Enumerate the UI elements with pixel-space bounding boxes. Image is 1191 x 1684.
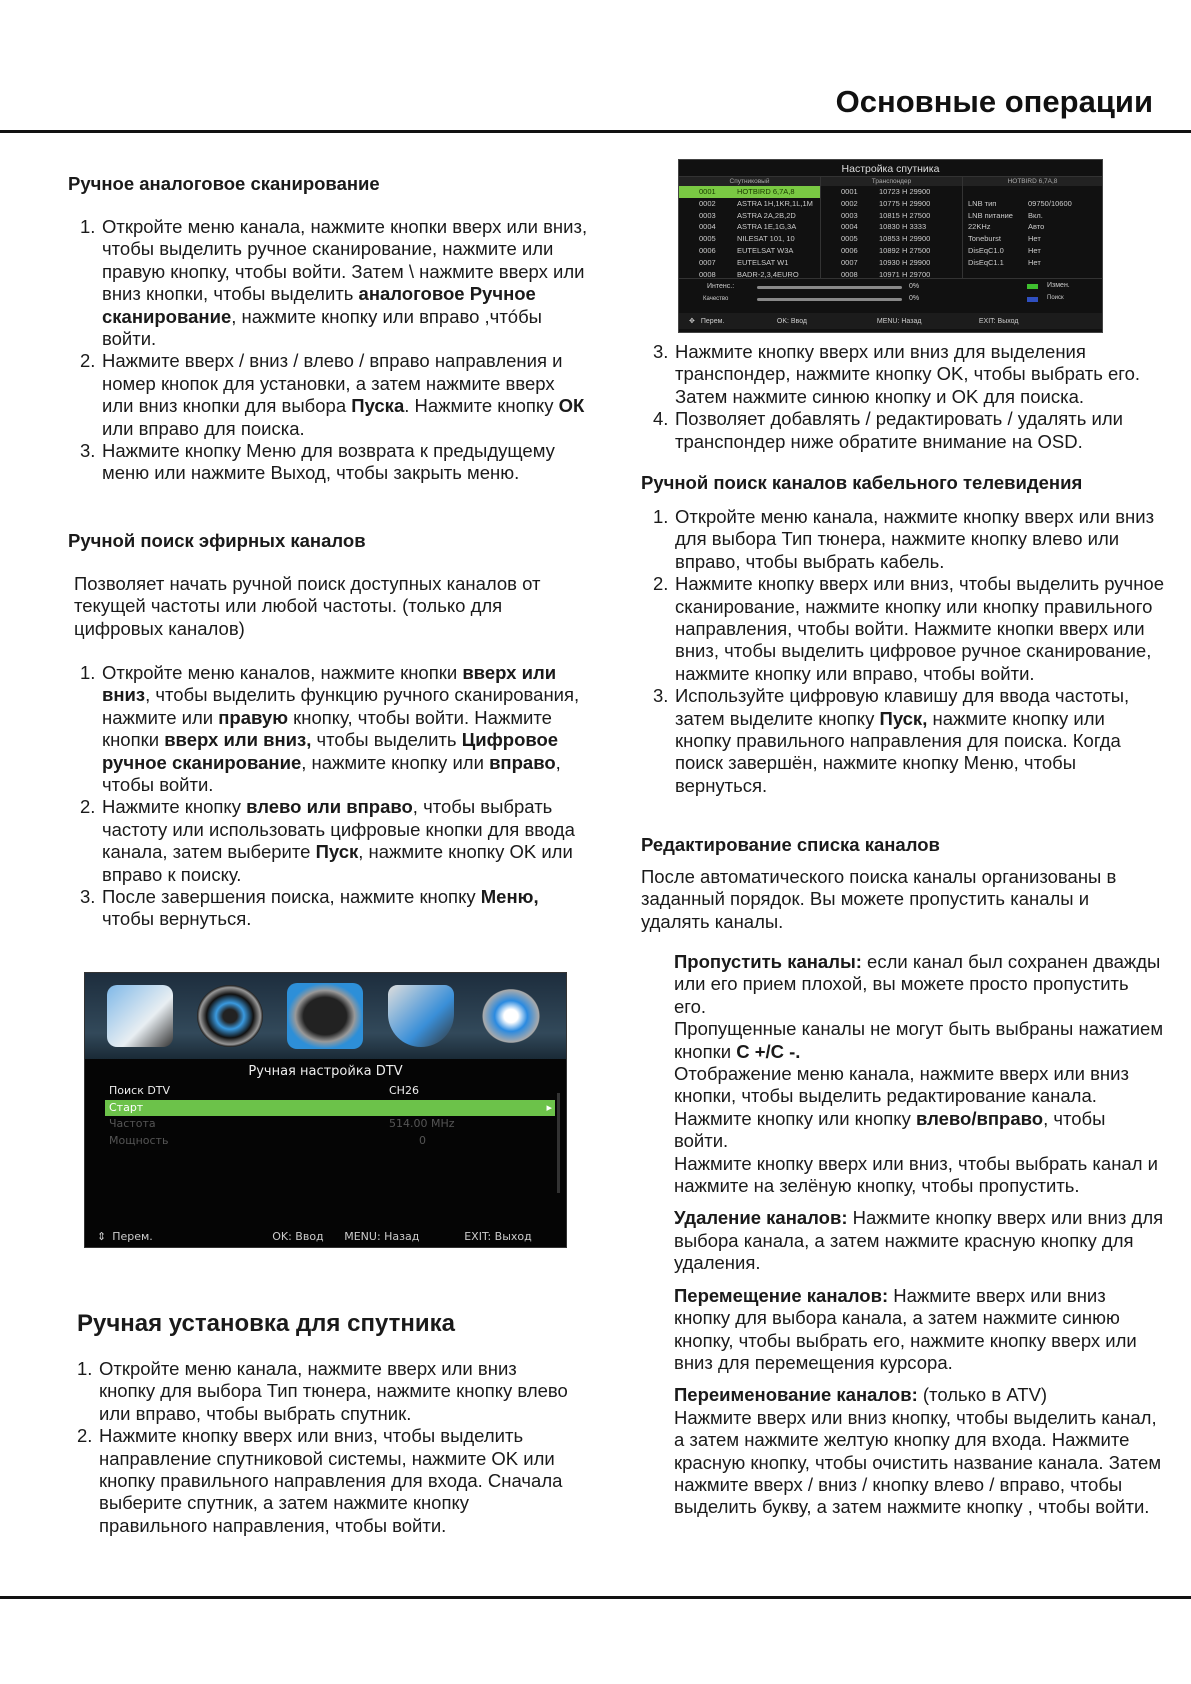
- list-number: 4.: [653, 408, 669, 430]
- row-value: CH26: [389, 1084, 419, 1097]
- bottom-divider: [0, 1596, 1191, 1599]
- bold-text: аналоговое Ручное сканирование: [102, 283, 536, 327]
- hint-move: Перем.: [112, 1229, 153, 1243]
- list-number: 1.: [653, 506, 669, 527]
- cell: HOTBIRD 6,7A,8: [737, 187, 795, 196]
- text: Нажмите кнопку вверх или вниз для выбора канала, а затем нажмите красную кнопку для удаления.: [674, 1207, 1164, 1274]
- bold-text: влево/вправо: [916, 1107, 1044, 1129]
- section-heading-analog-scan: Ручное аналоговое сканирование: [68, 173, 380, 194]
- bold-text: ОК: [558, 395, 585, 417]
- cell: 0007: [841, 257, 858, 267]
- text: . Нажмите кнопку: [404, 395, 559, 417]
- row-value: 0: [419, 1133, 426, 1147]
- list-number: 3.: [80, 440, 96, 462]
- text: Нажмите кнопку вверх или вниз, чтобы выбрать канал и нажмите на зелёную кнопку, чтобы пропустить.: [674, 1152, 1158, 1197]
- list-number: 2.: [80, 350, 96, 372]
- cell: ASTRA 1E,1G,3A: [737, 222, 797, 232]
- list-number: 1.: [80, 216, 96, 237]
- sat-row[interactable]: [679, 245, 820, 257]
- cell: 10775 H 29900: [879, 198, 931, 208]
- edit-paragraph: [674, 1063, 1164, 1153]
- tp-row[interactable]: [821, 221, 962, 233]
- signal-panel: [679, 278, 1102, 313]
- text: (только в ATV): [917, 1384, 1048, 1406]
- edit-paragraph: [674, 1153, 1164, 1198]
- updown-icon: ⇕: [97, 1229, 107, 1243]
- text: Позволяет добавлять / редактировать / удалять или транспондер ниже обратите внимание на OSD.: [675, 408, 1123, 452]
- legend-search: Поиск: [1047, 295, 1064, 301]
- edit-paragraph: [674, 1207, 1164, 1274]
- text: чтобы вернуться.: [102, 908, 252, 930]
- cell: LNB питание: [968, 210, 1013, 220]
- satellite-list: [679, 177, 821, 278]
- cell: 10830 H 3333: [879, 222, 927, 232]
- list-number: 3.: [80, 886, 96, 908]
- edit-paragraph: [674, 1285, 1164, 1375]
- text: Откройте меню каналов, нажмите кнопки: [102, 662, 463, 683]
- cell: 0005: [699, 234, 716, 244]
- satellite-setup-screenshot: [678, 159, 1103, 333]
- edit-paragraph: [674, 1407, 1164, 1519]
- cell: 0001: [841, 187, 858, 196]
- edit-paragraph: [674, 951, 1164, 1018]
- hint-ok: OK: Ввод: [776, 317, 808, 325]
- cell: 0002: [841, 198, 858, 208]
- sat-row[interactable]: [679, 210, 820, 222]
- list-item: [77, 1358, 577, 1425]
- text: Откройте меню канала, нажмите кнопку вверх или вниз для выбора Тип тюнера, нажмите кнопку влево или вправо, чтобы выбрать кабель.: [675, 506, 1155, 572]
- cell: Нет: [1028, 245, 1041, 255]
- sound-icon: [197, 985, 263, 1047]
- scrollbar[interactable]: [557, 1093, 560, 1193]
- tp-row[interactable]: [821, 210, 962, 222]
- cell: Авто: [1028, 222, 1045, 232]
- bold-text: влево или вправо: [246, 796, 413, 818]
- cell: 0004: [841, 222, 858, 232]
- list-item: [653, 573, 1165, 685]
- text: Пропущенные каналы не могут быть выбраны нажатием кнопки: [674, 1018, 1164, 1062]
- cell: 0002: [699, 198, 716, 208]
- analog-scan-steps: [80, 216, 590, 485]
- tp-row[interactable]: [821, 198, 962, 210]
- tp-row[interactable]: [821, 257, 962, 269]
- list-number: 3.: [653, 685, 669, 707]
- cell: 0003: [699, 210, 716, 220]
- col-header: HOTBIRD 6,7A,8: [963, 177, 1102, 186]
- bold-text: Удаление каналов:: [674, 1207, 848, 1229]
- bold-text: Цифровое ручное сканирование: [102, 729, 559, 773]
- section-heading-terrestrial-search: Ручной поиск эфирных каналов: [68, 530, 366, 551]
- bold-text: C +/C -.: [736, 1040, 801, 1062]
- text: , нажмите кнопку OK или вправо к поиску.: [102, 841, 573, 885]
- page-title: Основные операции: [835, 84, 1153, 119]
- cell: Нет: [1028, 257, 1041, 267]
- edit-list-intro: После автоматического поиска каналы организованы в заданный порядок. Вы можете пропустить каналы и удалять каналы.: [641, 866, 1117, 932]
- cell: 10971 H 29700: [879, 269, 931, 279]
- list-item: [653, 408, 1173, 453]
- cell: 09750/10600: [1028, 198, 1072, 208]
- row-value: 514.00 MHz: [389, 1117, 455, 1130]
- hint-menu: MENU: Назад: [876, 317, 922, 325]
- cell: ASTRA 2A,2B,2D: [737, 210, 796, 220]
- dtv-screen-title: Ручная настройка DTV: [248, 1064, 403, 1079]
- cell: EUTELSAT W1: [737, 257, 789, 267]
- p-row[interactable]: [963, 221, 1102, 233]
- bold-text: Пуск: [315, 841, 359, 863]
- media-icon: [107, 985, 173, 1047]
- section-heading-edit-list: Редактирование списка каналов: [641, 834, 940, 855]
- p-row[interactable]: [963, 257, 1102, 269]
- text: нажмите кнопку или кнопку правильного направления для поиска. Когда поиск завершён, нажмите кнопку Меню, чтобы вернуться.: [675, 707, 1121, 796]
- text: , чтобы войти.: [102, 751, 561, 796]
- top-divider: [0, 130, 1191, 133]
- list-item: [80, 350, 590, 440]
- edit-paragraph: [674, 1384, 1164, 1406]
- hint-exit: EXIT: Выход: [464, 1229, 532, 1243]
- intensity-value: 0%: [909, 283, 920, 290]
- hint-menu: MENU: Назад: [344, 1229, 420, 1243]
- cell: 10853 H 29900: [879, 234, 931, 244]
- cell: Toneburst: [968, 234, 1001, 244]
- quality-label: Качество: [703, 296, 729, 302]
- text: или вправо для поиска.: [102, 417, 305, 439]
- cell: 10892 H 27500: [879, 245, 931, 255]
- text: , нажмите кнопку или вправо ,чтóбы войти.: [102, 305, 542, 350]
- row-label: Мощность: [109, 1133, 169, 1147]
- dtv-row-search[interactable]: [85, 1083, 555, 1100]
- cell: 0008: [841, 269, 858, 279]
- sat-row[interactable]: [679, 221, 820, 233]
- list-item: [80, 662, 580, 796]
- col-header: Транспондер: [821, 177, 962, 186]
- cell: NILESAT 101, 10: [737, 234, 795, 244]
- terrestrial-intro: Позволяет начать ручной поиск доступных каналов от текущей частоты или любой частоты. (только для цифровых каналов): [74, 573, 541, 639]
- quality-bar: [757, 298, 902, 301]
- bold-text: вверх или вниз: [102, 662, 557, 706]
- channel-tv-icon: [287, 983, 363, 1049]
- cell: 22KHz: [968, 222, 991, 232]
- cell: ASTRA 1H,1KR,1L,1M: [737, 198, 813, 208]
- settings-gear-icon: [478, 985, 544, 1047]
- list-number: 3.: [653, 341, 669, 362]
- p-row[interactable]: [963, 198, 1102, 210]
- list-item: [80, 886, 580, 931]
- cell: 0007: [699, 257, 716, 267]
- list-item: [80, 216, 590, 350]
- text: Откройте меню канала, нажмите вверх или вниз кнопку для выбора Тип тюнера, нажмите кнопку влево или вправо, чтобы выбрать спутник.: [99, 1358, 568, 1424]
- text: чтобы выделить: [311, 729, 462, 751]
- col-header: Спутниковый: [679, 177, 820, 186]
- list-item: [653, 506, 1165, 573]
- bold-text: Пуска: [351, 395, 405, 417]
- sat-row[interactable]: [679, 198, 820, 210]
- text: , чтобы войти.: [674, 1107, 1106, 1152]
- text: кнопку, чтобы войти. Нажмите кнопки: [102, 706, 552, 751]
- row-label: Поиск DTV: [109, 1084, 171, 1097]
- transponder-steps: [653, 341, 1173, 453]
- bold-text: Переименование каналов:: [674, 1384, 918, 1406]
- section-heading-cable-search: Ручной поиск каналов кабельного телевидения: [641, 472, 1083, 493]
- intensity-bar: [757, 286, 902, 289]
- hint-ok: OK: Ввод: [272, 1229, 324, 1243]
- list-item: [77, 1425, 577, 1537]
- text: Нажмите кнопку вверх или вниз, чтобы выделить направление спутниковой системы, нажмите OK или кнопку правильного направления для входа. Сначала выберите спутник, а затем нажмите кнопку правильного направления, чтобы войти.: [99, 1425, 563, 1536]
- text: Нажмите вверх или вниз кнопку для выбора канала, а затем нажмите синюю кнопку, чтобы выбрать его, нажмите кнопку вверх или вниз для перемещения курсора.: [674, 1284, 1137, 1373]
- text: , нажмите кнопку или: [301, 751, 490, 773]
- sat-screen-title: Настройка спутника: [841, 163, 940, 175]
- quality-value: 0%: [909, 295, 920, 302]
- text: Используйте цифровую клавишу для ввода частоты, затем выделите кнопку: [675, 685, 1130, 729]
- p-row[interactable]: [963, 233, 1102, 245]
- cell: Вкл.: [1028, 210, 1043, 220]
- cell: 10815 H 27500: [879, 210, 931, 220]
- list-number: 1.: [80, 662, 96, 683]
- p-row[interactable]: [963, 245, 1102, 257]
- list-number: 2.: [80, 796, 96, 818]
- intensity-label: Интенс.:: [707, 283, 735, 290]
- cell: 0003: [841, 210, 858, 220]
- sat-row[interactable]: [679, 186, 820, 198]
- bold-text: Перемещение каналов:: [674, 1284, 889, 1306]
- sat-footer: [679, 313, 1102, 329]
- text: если канал был сохранен дважды или его прием плохой, вы можете просто пропустить его.: [674, 951, 1161, 1017]
- dtv-row-start[interactable]: [105, 1100, 555, 1117]
- menu-icon-band: [85, 973, 566, 1059]
- cell: Нет: [1028, 234, 1041, 244]
- list-item: [653, 341, 1173, 408]
- arrow-right-icon: ▸: [546, 1100, 552, 1114]
- cell: 0006: [841, 245, 858, 255]
- list-number: 1.: [77, 1358, 93, 1379]
- cell: 0001: [699, 187, 716, 196]
- tp-row[interactable]: [821, 245, 962, 257]
- cell: 0008: [699, 269, 716, 279]
- cell: BADR-2,3,4EURO: [737, 269, 799, 279]
- hint-exit: EXIT: Выход: [978, 317, 1019, 325]
- bold-text: Пуск,: [879, 707, 928, 729]
- text: Нажмите вверх или вниз кнопку, чтобы выделить канал, а затем нажмите желтую кнопку для входа. Нажмите красную кнопку, чтобы очистить название канала. Затем нажмите вверх / вниз / кнопку влево / вправо, чтобы выделить букву, а затем нажмите кнопку , чтобы войти.: [674, 1406, 1162, 1518]
- bold-text: Меню,: [480, 886, 539, 908]
- cell: 10930 H 29900: [879, 257, 931, 267]
- sat-row[interactable]: [679, 233, 820, 245]
- list-item: [653, 685, 1165, 797]
- dpad-icon: ✥: [689, 318, 695, 325]
- row-label: Старт: [109, 1100, 144, 1114]
- cell: DisEqC1.0: [968, 245, 1004, 255]
- cell: 0004: [699, 222, 716, 232]
- bold-text: Пропустить каналы:: [674, 951, 862, 972]
- section-heading-satellite: Ручная установка для спутника: [77, 1310, 455, 1337]
- blue-key-icon: [1027, 297, 1038, 302]
- tp-row[interactable]: [821, 186, 962, 198]
- text: Отображение меню канала, нажмите вверх или вниз кнопки, чтобы выделить редактирование канала. Нажмите кнопку или кнопку: [674, 1063, 1129, 1129]
- bold-text: вверх или вниз,: [164, 729, 312, 751]
- list-number: 2.: [653, 573, 669, 595]
- text: Нажмите кнопку Меню для возврата к предыдущему меню или нажмите Выход, чтобы закрыть меню.: [102, 440, 555, 484]
- text: Нажмите вверх / вниз / влево / вправо направления и номер кнопок для установки, а затем нажмите вверх или вниз кнопки для выбора: [102, 350, 563, 417]
- bold-text: правую: [218, 706, 288, 728]
- edit-paragraph: [674, 1018, 1164, 1063]
- dtv-footer: [85, 1225, 566, 1247]
- legend-edit: Измен.: [1047, 282, 1070, 289]
- dtv-row-power: [85, 1133, 555, 1150]
- hint-move: Перем.: [700, 317, 725, 325]
- green-key-icon: [1027, 284, 1038, 289]
- transponder-list: [821, 177, 963, 278]
- tp-row[interactable]: [821, 233, 962, 245]
- cell: 0005: [841, 234, 858, 244]
- cable-steps: [653, 506, 1165, 797]
- text: Нажмите кнопку вверх или вниз для выделения транспондер, нажмите кнопку OK, чтобы выбрать его. Затем нажмите синюю кнопку и OK для поиска.: [675, 341, 1141, 407]
- cell: LNB тип: [968, 198, 997, 208]
- p-row[interactable]: [963, 210, 1102, 222]
- bold-text: вправо: [489, 751, 556, 773]
- dtv-manual-tuning-screenshot: [84, 972, 567, 1248]
- satellite-params: [963, 177, 1102, 278]
- cell: DisEqC1.1: [968, 257, 1004, 267]
- lock-icon: [388, 985, 454, 1047]
- cell: 0006: [699, 245, 716, 255]
- text: , чтобы выделить функцию ручного сканирования, нажмите или: [102, 684, 580, 728]
- cell: 10723 H 29900: [879, 187, 931, 196]
- edit-operations: [674, 951, 1164, 1519]
- text: Откройте меню канала, нажмите кнопки вверх или вниз, чтобы выделить ручное сканирование, нажмите или правую кнопку, чтобы войти. Затем \ нажмите вверх или вниз кнопки, чтобы выделить: [102, 216, 588, 305]
- list-item: [80, 440, 590, 485]
- text: Нажмите кнопку: [102, 796, 247, 818]
- text: После завершения поиска, нажмите кнопку: [102, 886, 481, 908]
- list-item: [80, 796, 580, 886]
- satellite-steps: [77, 1358, 577, 1537]
- list-number: 2.: [77, 1425, 93, 1447]
- sat-row[interactable]: [679, 257, 820, 269]
- dtv-row-frequency: [85, 1116, 555, 1133]
- text: Нажмите кнопку вверх или вниз, чтобы выделить ручное сканирование, нажмите кнопку или кнопку правильного направления, чтобы войти. Нажмите кнопки вверх или вниз, чтобы выделить цифровое ручное сканирование, нажмите кнопку или вправо, чтобы войти.: [675, 573, 1164, 684]
- row-label: Частота: [109, 1117, 156, 1130]
- terrestrial-steps: [80, 662, 580, 931]
- cell: EUTELSAT W3A: [737, 245, 794, 255]
- text: , чтобы выбрать частоту или использовать цифровые кнопки для ввода канала, затем выберите: [102, 796, 575, 863]
